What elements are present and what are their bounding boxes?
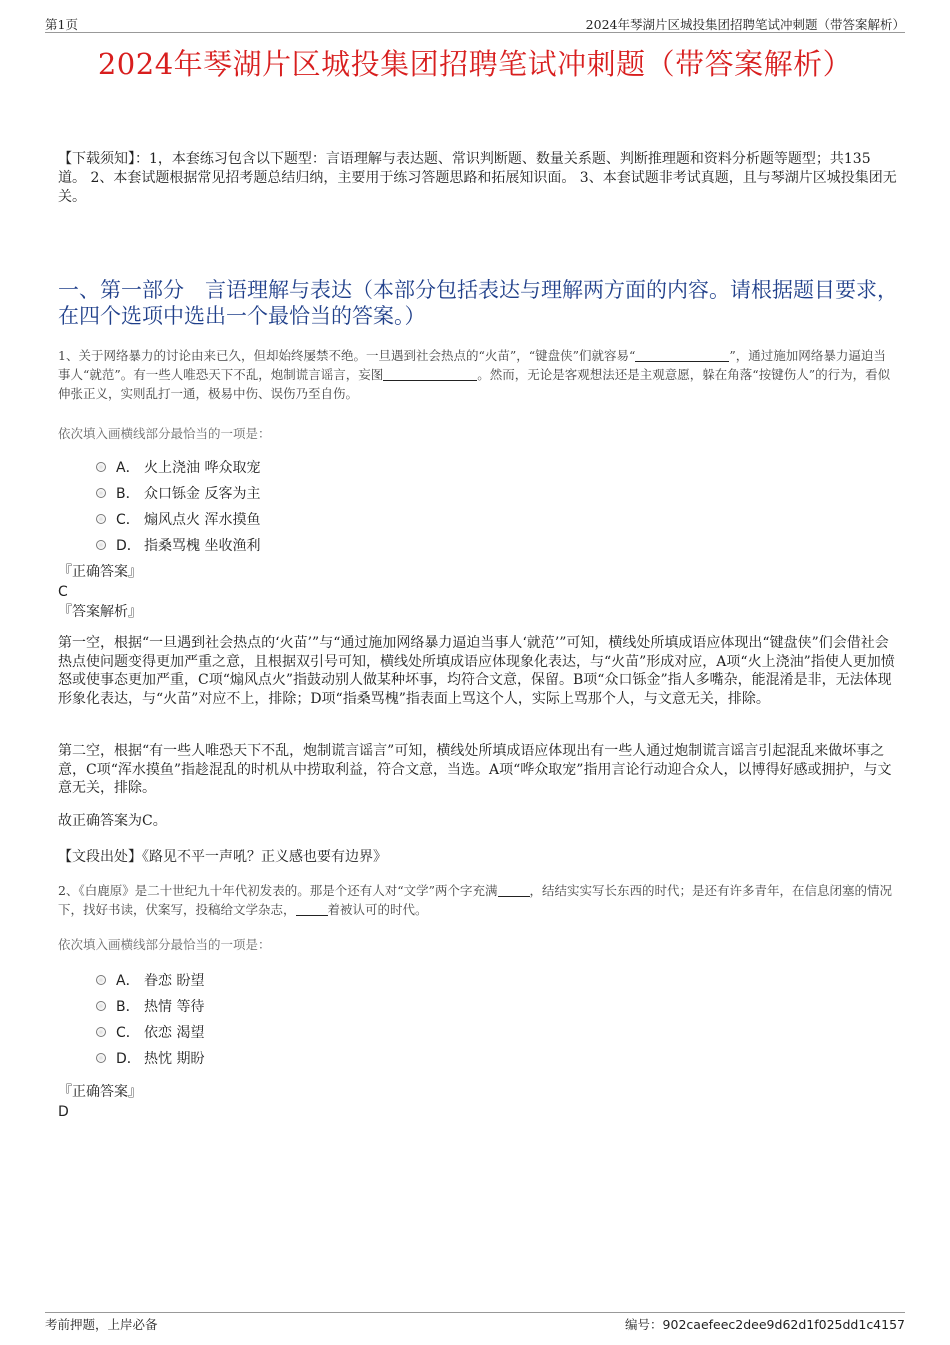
footer-code: 编号：902caefeec2dee9d62d1f025dd1c4157 (625, 1317, 905, 1332)
radio-icon[interactable] (96, 462, 106, 472)
section-title: 一、第一部分 言语理解与表达（本部分包括表达与理解两方面的内容。请根据题目要求，在四个选项中选出一个最恰当的答案。） (58, 278, 898, 328)
radio-icon[interactable] (96, 514, 106, 524)
answer-value: D (58, 1104, 69, 1120)
question-1-text: 1、关于网络暴力的讨论由来已久，但却始终屡禁不绝。一旦遇到社会热点的“火苗”，“键盘侠”们就容易“ ”，通过施加网络暴力逼迫当事人“就范”。有一些人唯恐天下不乱，炮制谎言谣言，妄图 。然而，无论是客观想法还是主观意愿，躲在角落“按键伤人”的行为，看似伸张正义，实则乱打一通，极易中伤、误伤乃至自伤。 (58, 348, 891, 401)
question-1-prompt: 依次填入画横线部分最恰当的一项是： (58, 426, 271, 441)
option-c[interactable]: C． 煽风点火 浑水摸鱼 (96, 506, 260, 532)
question-2-options (96, 967, 204, 1071)
question-2-answer (58, 1082, 142, 1122)
answer-label: 『正确答案』 (58, 1084, 142, 1100)
answer-label: 『正确答案』 (58, 564, 142, 580)
option-d[interactable]: D． 指桑骂槐 坐收渔利 (96, 532, 260, 558)
radio-icon[interactable] (96, 540, 106, 550)
passage-source: 【文段出处】《路见不平一声吼？正义感也要有边界》 (58, 849, 387, 865)
blank-1 (498, 884, 530, 897)
radio-icon[interactable] (96, 975, 106, 985)
analysis-paragraph-2: 第二空，根据“有一些人唯恐天下不乱，炮制谎言谣言”可知，横线处所填成语应体现出有一些人通过炮制谎言谣言引起混乱来做坏事之意，C项“浑水摸鱼”指趁混乱的时机从中捞取利益，符合文意，当选。A项“哗众取宠”指用言论行动迎合众人，以博得好感或拥护，与文意无关，排除。 (58, 743, 892, 796)
radio-icon[interactable] (96, 1053, 106, 1063)
option-c[interactable]: C． 依恋 渴望 (96, 1019, 204, 1045)
page-number: 第1页 (45, 17, 78, 32)
radio-icon[interactable] (96, 488, 106, 498)
option-b[interactable]: B． 热情 等待 (96, 993, 204, 1019)
answer-value: C (58, 584, 68, 600)
document-title: 2024年琴湖片区城投集团招聘笔试冲刺题（带答案解析） (97, 47, 853, 81)
analysis-paragraph-1: 第一空，根据“一旦遇到社会热点的‘火苗’”与“通过施加网络暴力逼迫当事人‘就范’”可知，横线处所填成语应体现出“键盘侠”们会借社会热点使问题变得更加严重之意，且根据双引号可知，横线处所填成语应体现象化表达，与“火苗”形成对应，A项“火上浇油”指使人更加愤怒或使事态更加严重，C项“煽风点火”指鼓动别人做某种坏事，均符合文意，保留。B项“众口铄金”指人多嘴杂，能混淆是非，无法体现形象化表达，与“火苗”对应不上，排除；D项“指桑骂槐”指表面上骂这个人，实际上骂那个人，与文意无关，排除。 (58, 635, 895, 707)
question-2-prompt: 依次填入画横线部分最恰当的一项是： (58, 937, 271, 952)
analysis-label: 『答案解析』 (58, 604, 142, 620)
header-doc-title: 2024年琴湖片区城投集团招聘笔试冲刺题（带答案解析） (585, 17, 905, 32)
option-d[interactable]: D． 热忱 期盼 (96, 1045, 204, 1071)
option-b[interactable]: B． 众口铄金 反客为主 (96, 480, 260, 506)
question-1-options (96, 454, 260, 558)
page-header (45, 14, 905, 33)
radio-icon[interactable] (96, 1001, 106, 1011)
blank-2 (296, 903, 328, 916)
blank-2 (383, 368, 477, 381)
option-a[interactable]: A． 眷恋 盼望 (96, 967, 204, 993)
option-a[interactable]: A． 火上浇油 哗众取宠 (96, 454, 260, 480)
question-2-text: 2、《白鹿原》是二十世纪九十年代初发表的。那是个还有人对“文学”两个字充满 ，结结实实写长东西的时代；是还有许多青年，在信息闭塞的情况下，找好书读，伏案写，投稿给文学杂志， 着被认可的时代。 (58, 883, 893, 917)
question-1-answer (58, 562, 142, 622)
page-footer (45, 1312, 905, 1333)
document-code: 902caefeec2dee9d62d1f025dd1c4157 (662, 1317, 905, 1332)
analysis-conclusion: 故正确答案为C。 (58, 813, 167, 829)
blank-1 (635, 349, 729, 362)
download-notice: 【下载须知】：1，本套练习包含以下题型：言语理解与表达题、常识判断题、数量关系题、判断推理题和资料分析题等题型；共135道。 2、本套试题根据常见招考题总结归纳，主要用于练习答题思路和拓展知识面。 3、本套试题非考试真题，且与琴湖片区城投集团无关。 (58, 151, 897, 205)
footer-slogan: 考前押题，上岸必备 (45, 1317, 158, 1332)
radio-icon[interactable] (96, 1027, 106, 1037)
